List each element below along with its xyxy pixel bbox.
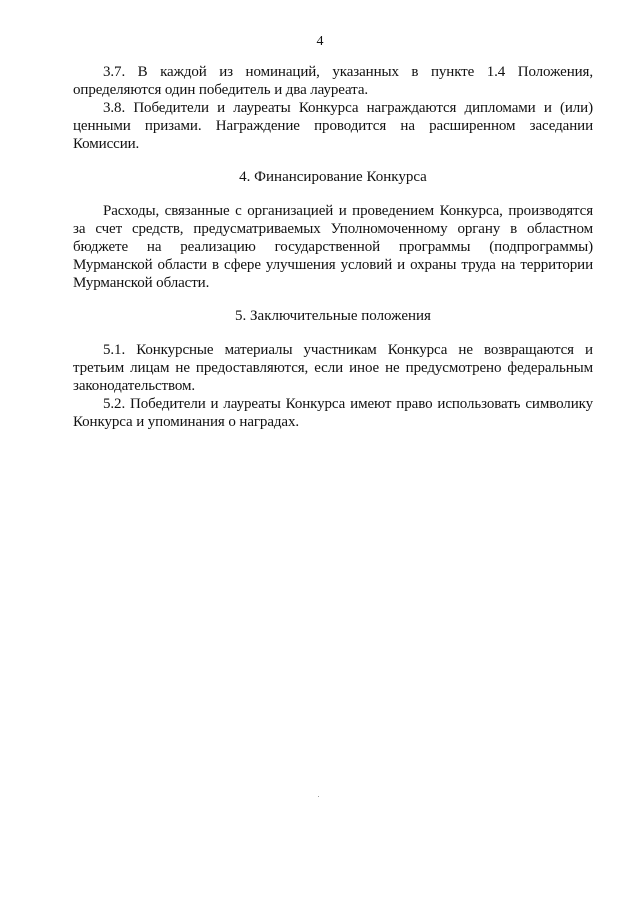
clause-5-1: 5.1. Конкурсные материалы участникам Конкурса не возвращаются и третьим лицам не предоставляются, если иное не предусмотрено федеральным законодательством.	[73, 342, 593, 394]
clause-3-8: 3.8. Победители и лауреаты Конкурса награждаются дипломами и (или) ценными призами. Награждение проводится на расширенном заседании Комиссии.	[73, 100, 593, 152]
scan-speck	[318, 796, 319, 797]
section-4-heading: 4. Финансирование Конкурса	[239, 169, 427, 185]
spacer	[73, 153, 593, 168]
section-5-heading: 5. Заключительные положения	[235, 308, 431, 324]
spacer	[73, 292, 593, 307]
section-4-paragraph: Расходы, связанные с организацией и проведением Конкурса, производятся за счет средств, предусматриваемых Уполномоченному органу в областном бюджете на реализацию государственной программы (подпрограммы) Мурманской области в сфере улучшения условий и охраны труда на территории Мурманской области.	[73, 203, 593, 291]
spacer	[73, 325, 593, 341]
clause-5-2: 5.2. Победители и лауреаты Конкурса имеют право использовать символику Конкурса и упоминания о наградах.	[73, 396, 593, 430]
clause-3-7: 3.7. В каждой из номинаций, указанных в пункте 1.4 Положения, определяются один победитель и два лауреата.	[73, 64, 593, 98]
document-body	[73, 63, 593, 431]
spacer	[73, 186, 593, 202]
page-number: 4	[316, 34, 324, 49]
